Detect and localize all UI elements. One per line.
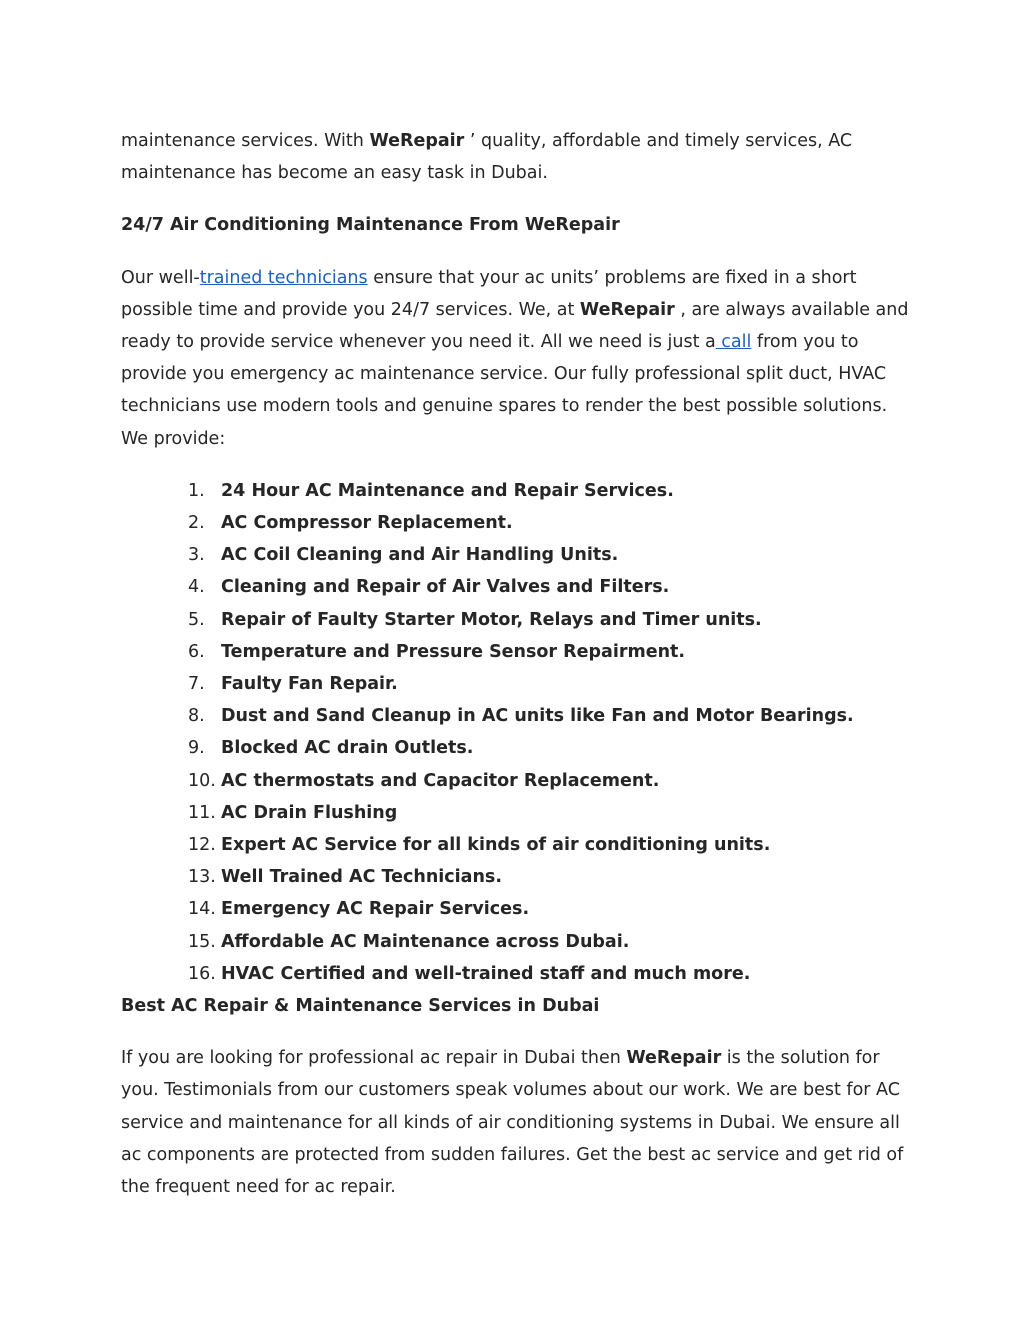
list-item-text: Temperature and Pressure Sensor Repairment. [221, 641, 686, 662]
list-number: 2. [188, 513, 205, 534]
list-number: 1. [188, 480, 205, 501]
list-item-text: Dust and Sand Cleanup in AC units like Fan and Motor Bearings. [221, 706, 854, 727]
list-item-text: AC Compressor Replacement. [221, 513, 513, 534]
para-text-c: , are always available and ready to provide service whenever you need it. All we need is just a [121, 299, 909, 353]
list-number: 13. [188, 867, 216, 888]
list-item [121, 571, 911, 603]
list-item [121, 507, 911, 539]
list-item [121, 797, 911, 829]
list-item-text: Affordable AC Maintenance across Dubai. [221, 931, 630, 952]
list-item-text: Faulty Fan Repair. [221, 674, 398, 695]
list-item [121, 732, 911, 764]
list-item [121, 861, 911, 893]
para-text-b: ensure that your ac units’ problems are fixed in a short possible time and provide you 24/7 services. We, at [121, 267, 857, 320]
list-item-text: AC thermostats and Capacitor Replacement. [221, 770, 660, 791]
list-item-text: Blocked AC drain Outlets. [221, 738, 474, 759]
section-heading-247: 24/7 Air Conditioning Maintenance From WeRepair [121, 215, 620, 236]
list-item [121, 765, 911, 797]
list-number: 5. [188, 609, 205, 630]
services-list [121, 475, 911, 990]
list-number: 15. [188, 931, 216, 952]
technicians-paragraph [121, 262, 911, 455]
list-item-text: Emergency AC Repair Services. [221, 899, 530, 920]
list-item-text: HVAC Certified and well-trained staff and much more. [221, 963, 751, 984]
list-item-text: Cleaning and Repair of Air Valves and Filters. [221, 577, 670, 598]
list-item [121, 475, 911, 507]
list-item-text: AC Drain Flushing [221, 802, 398, 823]
list-number: 10. [188, 770, 216, 791]
para-text-d: from you to provide you emergency ac maintenance service. Our fully professional split duct, HVAC technicians use modern tools and genuine spares to render the best possible solutions. We provide: [121, 332, 888, 449]
document-content [121, 125, 911, 1203]
closing-paragraph [121, 1042, 911, 1203]
call-link[interactable]: call [715, 332, 752, 353]
list-number: 8. [188, 706, 205, 727]
intro-paragraph [121, 125, 911, 189]
list-item-text: Well Trained AC Technicians. [221, 867, 502, 888]
brand-name: WeRepair [579, 299, 675, 320]
intro-text-a: maintenance services. With [121, 131, 370, 151]
intro-text-b: ’ quality, affordable and timely services, AC maintenance has become an easy task in Dubai. [121, 131, 853, 184]
list-number: 11. [188, 802, 216, 823]
list-item [121, 668, 911, 700]
closing-text-b: is the solution for you. Testimonials from our customers speak volumes about our work. We are best for AC service and maintenance for all kinds of air conditioning systems in Dubai. We ensure all ac components are protected from sudden failures. Get the best ac service and get rid of the frequent need for ac repair. [121, 1048, 904, 1198]
list-number: 4. [188, 577, 205, 598]
list-item-text: AC Coil Cleaning and Air Handling Units. [221, 545, 619, 566]
list-number: 6. [188, 641, 205, 662]
list-item-text: 24 Hour AC Maintenance and Repair Services. [221, 480, 674, 501]
trained-technicians-link[interactable]: trained technicians [199, 267, 368, 288]
section-heading-best-ac: Best AC Repair & Maintenance Services in Dubai [121, 996, 600, 1017]
closing-text-a: If you are looking for professional ac repair in Dubai then [121, 1048, 627, 1069]
list-item [121, 700, 911, 732]
list-item [121, 893, 911, 925]
list-number: 12. [188, 835, 216, 856]
brand-name: WeRepair [369, 131, 465, 151]
list-number: 16. [188, 963, 216, 984]
list-item [121, 829, 911, 861]
list-item [121, 926, 911, 958]
list-item [121, 604, 911, 636]
list-number: 3. [188, 545, 205, 566]
list-item-text: Repair of Faulty Starter Motor, Relays and Timer units. [221, 609, 762, 630]
list-number: 14. [188, 899, 216, 920]
brand-name: WeRepair [626, 1048, 722, 1069]
list-item [121, 636, 911, 668]
list-number: 9. [188, 738, 205, 759]
list-item-text: Expert AC Service for all kinds of air conditioning units. [221, 835, 771, 856]
para-text-a: Our well- [121, 267, 200, 288]
list-number: 7. [188, 674, 205, 695]
list-item [121, 958, 911, 990]
list-item [121, 539, 911, 571]
